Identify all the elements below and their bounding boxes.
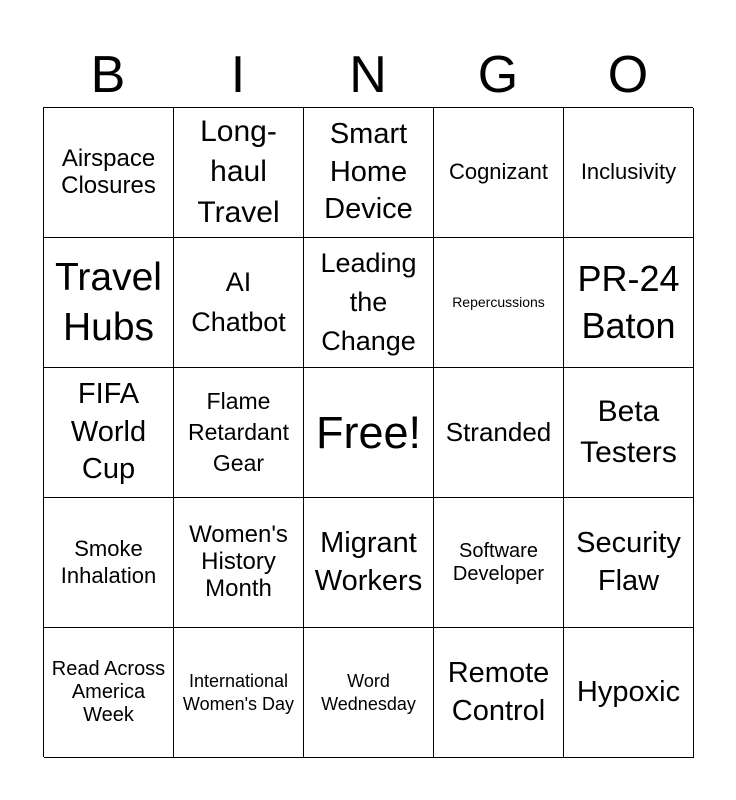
header-letter-o: O [607,46,649,104]
bingo-cell [434,238,564,368]
bingo-cell [174,368,304,498]
bingo-cell [44,628,174,758]
cell-text: Travel Hubs [55,255,162,349]
cell-text: Repercussions [452,294,545,311]
bingo-cell [434,368,564,498]
bingo-board [43,107,693,757]
bingo-cell [564,368,694,498]
bingo-cell [304,498,434,628]
free-space-cell [304,368,434,498]
cell-text: Leading the Change [320,247,417,357]
cell-text: Flame Retardant Gear [187,387,289,477]
cell-text: Migrant Workers [314,526,423,597]
cell-text: Security Flaw [576,526,681,597]
cell-text: Software Developer [452,539,545,585]
cell-text: Beta Testers [580,395,677,469]
bingo-cell [304,108,434,238]
cell-text: Remote Control [447,656,550,727]
cell-text: Cognizant [448,159,549,185]
header-letter-i: I [230,46,246,104]
bingo-header [43,46,693,104]
bingo-cell [174,628,304,758]
cell-text: Hypoxic [576,675,681,708]
cell-text: FIFA World Cup [70,377,147,486]
bingo-cell [44,498,174,628]
cell-text: International Women's Day [182,671,295,714]
header-letter-g: G [477,46,519,104]
bingo-cell [44,238,174,368]
header-letter-n: N [349,46,387,104]
cell-text: Long-haul Travel [197,114,280,229]
bingo-cell [564,238,694,368]
free-space-text: Free! [315,406,422,458]
bingo-cell [174,108,304,238]
cell-text: Women's History Month [189,521,288,602]
bingo-cell [304,628,434,758]
bingo-cell [174,238,304,368]
cell-text: Word Wednesday [321,671,416,714]
cell-text: Inclusivity [580,159,677,185]
cell-text: Airspace Closures [61,144,156,199]
bingo-cell [564,498,694,628]
cell-text: PR-24 Baton [577,257,680,346]
bingo-cell [434,628,564,758]
cell-text: AI Chatbot [191,267,286,337]
bingo-cell [564,108,694,238]
bingo-cell [304,238,434,368]
bingo-cell [174,498,304,628]
bingo-cell [434,108,564,238]
cell-text: Read Across America Week [51,658,166,726]
header-letter-b: B [90,46,126,104]
bingo-cell [44,368,174,498]
bingo-cell [564,628,694,758]
cell-text: Smoke Inhalation [60,536,157,588]
bingo-cell [44,108,174,238]
bingo-cell [434,498,564,628]
cell-text: Smart Home Device [324,117,413,226]
cell-text: Stranded [445,417,552,448]
